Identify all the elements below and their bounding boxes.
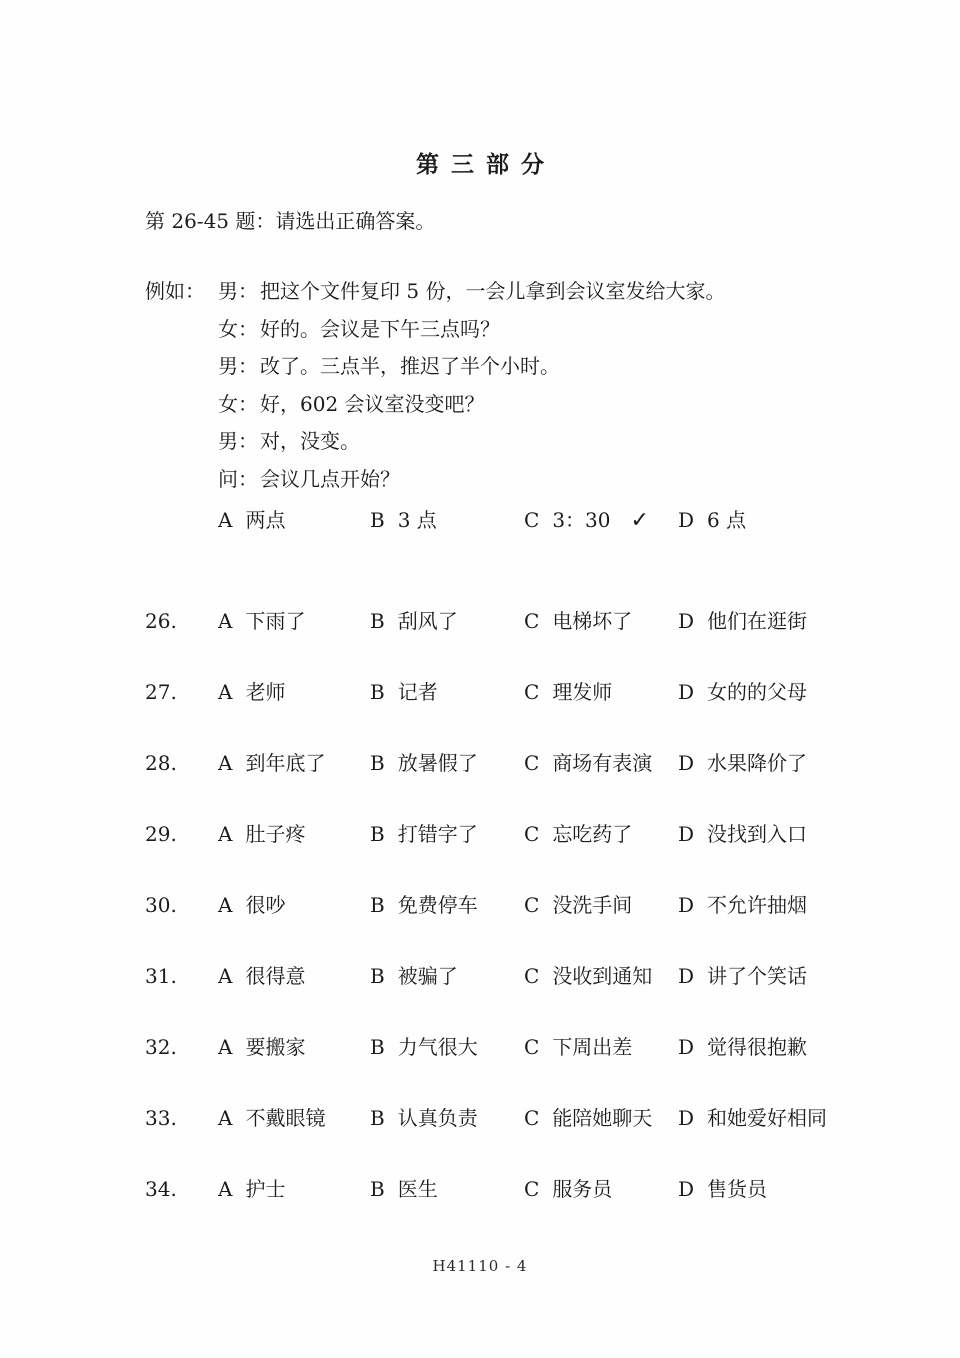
option xyxy=(370,963,524,989)
option-letter: A xyxy=(218,822,233,846)
option-letter: D xyxy=(678,822,695,846)
option-text: 没洗手间 xyxy=(552,893,633,917)
dialogue-line xyxy=(218,311,960,349)
option-letter: A xyxy=(218,751,233,775)
option-letter: C xyxy=(524,609,540,633)
option xyxy=(370,892,524,918)
option-text: 他们在逛街 xyxy=(707,609,808,633)
question-number: 34. xyxy=(145,1177,177,1201)
option xyxy=(218,750,370,776)
option xyxy=(524,963,678,989)
example-option-b xyxy=(370,506,524,535)
option-text: 肚子疼 xyxy=(245,822,306,846)
option xyxy=(524,608,678,634)
option-text: 女的的父母 xyxy=(707,680,808,704)
dialogue-line xyxy=(218,348,960,386)
option-text: 觉得很抱歉 xyxy=(707,1035,808,1059)
option xyxy=(370,821,524,847)
option-letter: D xyxy=(678,680,695,704)
option-letter: A xyxy=(218,1106,233,1130)
dialogue-speaker: 问： xyxy=(218,466,258,491)
option xyxy=(218,1176,370,1202)
option-text: 到年底了 xyxy=(245,751,326,775)
option xyxy=(678,963,960,989)
option xyxy=(678,750,960,776)
option xyxy=(524,1034,678,1060)
option-text: 3 点 xyxy=(397,508,437,532)
question-number: 30. xyxy=(145,893,177,917)
option-letter: D xyxy=(678,893,695,917)
example-option-d xyxy=(678,506,960,535)
option-text: 力气很大 xyxy=(397,1035,478,1059)
option-letter: B xyxy=(370,822,385,846)
option-letter: C xyxy=(524,1177,540,1201)
option-text: 6 点 xyxy=(707,508,747,532)
question-row xyxy=(145,821,960,847)
option-text: 能陪她聊天 xyxy=(552,1106,653,1130)
option-letter: B xyxy=(370,680,385,704)
option-text: 要搬家 xyxy=(245,1035,306,1059)
option xyxy=(678,821,960,847)
question-row xyxy=(145,892,960,918)
question-number: 32. xyxy=(145,1035,177,1059)
question-number: 26. xyxy=(145,609,177,633)
question-row xyxy=(145,1105,960,1131)
section-title: 第三部分 xyxy=(416,151,556,178)
option xyxy=(218,821,370,847)
option-text: 服务员 xyxy=(552,1177,613,1201)
option-letter: D xyxy=(678,751,695,775)
dialogue-speaker: 男： xyxy=(218,429,258,453)
option xyxy=(370,1034,524,1060)
question-number: 27. xyxy=(145,680,177,704)
example-first-line xyxy=(145,273,960,311)
dialogue-text: 改了。三点半，推迟了半个小时。 xyxy=(260,354,560,378)
question-number: 29. xyxy=(145,822,177,846)
dialogue-speaker: 男： xyxy=(218,354,258,378)
dialogue-text: 好的。会议是下午三点吗？ xyxy=(260,316,500,341)
option-text: 医生 xyxy=(397,1177,438,1201)
option-text: 两点 xyxy=(245,508,286,532)
option-text: 免费停车 xyxy=(397,893,478,917)
dialogue-line xyxy=(218,273,725,311)
option-letter: A xyxy=(218,964,233,988)
option-letter: B xyxy=(370,751,385,775)
question-number: 33. xyxy=(145,1106,177,1130)
dialogue-text: 对，没变。 xyxy=(260,429,360,453)
option-letter: A xyxy=(218,508,233,532)
option-text: 没找到入口 xyxy=(707,822,808,846)
question-number: 28. xyxy=(145,751,177,775)
option-text: 忘吃药了 xyxy=(552,822,633,846)
option-letter: B xyxy=(370,1177,385,1201)
option-text: 和她爱好相同 xyxy=(707,1106,828,1130)
question-row xyxy=(145,750,960,776)
option-letter: C xyxy=(524,822,540,846)
option-text: 放暑假了 xyxy=(397,751,478,775)
option xyxy=(370,1176,524,1202)
option-letter: C xyxy=(524,1035,540,1059)
option-text: 不戴眼镜 xyxy=(245,1106,326,1130)
dialogue-speaker: 男： xyxy=(218,279,258,303)
option-text: 很得意 xyxy=(245,964,306,988)
option-letter: A xyxy=(218,893,233,917)
option-letter: A xyxy=(218,1035,233,1059)
dialogue-line xyxy=(218,423,960,461)
question-row xyxy=(145,608,960,634)
option xyxy=(218,963,370,989)
option-text: 记者 xyxy=(397,680,438,704)
option-letter: C xyxy=(524,508,540,532)
dialogue-speaker: 女： xyxy=(218,391,258,416)
question-number: 31. xyxy=(145,964,177,988)
example-block xyxy=(0,273,960,535)
option-text: 水果降价了 xyxy=(707,751,808,775)
option-text: 售货员 xyxy=(707,1177,768,1201)
option-text: 讲了个笑话 xyxy=(707,964,808,988)
option xyxy=(218,1105,370,1131)
option-letter: B xyxy=(370,609,385,633)
option-letter: D xyxy=(678,1106,695,1130)
example-dialogue xyxy=(0,311,960,499)
option xyxy=(370,1105,524,1131)
option xyxy=(370,750,524,776)
option xyxy=(678,1176,960,1202)
option-text: 很吵 xyxy=(245,893,286,917)
option xyxy=(678,1034,960,1060)
option-letter: C xyxy=(524,751,540,775)
option-text: 电梯坏了 xyxy=(552,609,633,633)
option-text: 被骗了 xyxy=(397,964,458,988)
option-text: 下雨了 xyxy=(245,609,306,633)
option-letter: C xyxy=(524,680,540,704)
question-row xyxy=(145,1034,960,1060)
example-option-c xyxy=(524,506,678,535)
option-text: 护士 xyxy=(245,1177,286,1201)
option-letter: C xyxy=(524,964,540,988)
dialogue-text: 会议几点开始？ xyxy=(260,466,400,491)
option xyxy=(524,679,678,705)
option-letter: C xyxy=(524,1106,540,1130)
option-text: 下周出差 xyxy=(552,1035,633,1059)
checkmark-icon: ✓ xyxy=(630,508,649,533)
option xyxy=(678,679,960,705)
option-text: 刮风了 xyxy=(397,609,458,633)
option-letter: D xyxy=(678,508,695,532)
option-letter: D xyxy=(678,964,695,988)
questions-list xyxy=(0,608,960,1202)
question-row xyxy=(145,1176,960,1202)
example-options-row xyxy=(218,506,960,535)
option xyxy=(524,892,678,918)
dialogue-line xyxy=(218,386,960,424)
option-letter: A xyxy=(218,609,233,633)
option xyxy=(370,608,524,634)
option-text: 认真负责 xyxy=(397,1106,478,1130)
option-letter: B xyxy=(370,1106,385,1130)
section-instruction: 第 26-45 题：请选出正确答案。 xyxy=(145,209,436,233)
option xyxy=(524,1176,678,1202)
dialogue-text: 好，602 会议室没变吧？ xyxy=(260,391,485,416)
option xyxy=(524,750,678,776)
option-text: 不允许抽烟 xyxy=(707,893,808,917)
option-letter: A xyxy=(218,1177,233,1201)
option xyxy=(218,679,370,705)
option xyxy=(218,608,370,634)
option xyxy=(524,821,678,847)
option xyxy=(678,608,960,634)
option-letter: B xyxy=(370,1035,385,1059)
option-letter: B xyxy=(370,893,385,917)
dialogue-line xyxy=(218,461,960,499)
question-row xyxy=(145,679,960,705)
page-number: H41110 - 4 xyxy=(432,1257,528,1275)
option-letter: A xyxy=(218,680,233,704)
option-text: 商场有表演 xyxy=(552,751,653,775)
option xyxy=(218,892,370,918)
option xyxy=(370,679,524,705)
dialogue-speaker: 女： xyxy=(218,316,258,341)
option-letter: C xyxy=(524,893,540,917)
question-row xyxy=(145,963,960,989)
option-letter: B xyxy=(370,508,385,532)
option-letter: D xyxy=(678,1035,695,1059)
option-text: 理发师 xyxy=(552,680,613,704)
option xyxy=(678,1105,960,1131)
option-text: 3：30 xyxy=(552,508,611,532)
option-letter: D xyxy=(678,1177,695,1201)
option-text: 没收到通知 xyxy=(552,964,653,988)
option-text: 打错字了 xyxy=(397,822,478,846)
option-letter: D xyxy=(678,609,695,633)
example-label: 例如： xyxy=(145,279,205,303)
example-option-a xyxy=(218,506,370,535)
option xyxy=(218,1034,370,1060)
option xyxy=(524,1105,678,1131)
option-text: 老师 xyxy=(245,680,286,704)
option-letter: B xyxy=(370,964,385,988)
dialogue-text: 把这个文件复印 5 份，一会儿拿到会议室发给大家。 xyxy=(260,279,726,303)
option xyxy=(678,892,960,918)
